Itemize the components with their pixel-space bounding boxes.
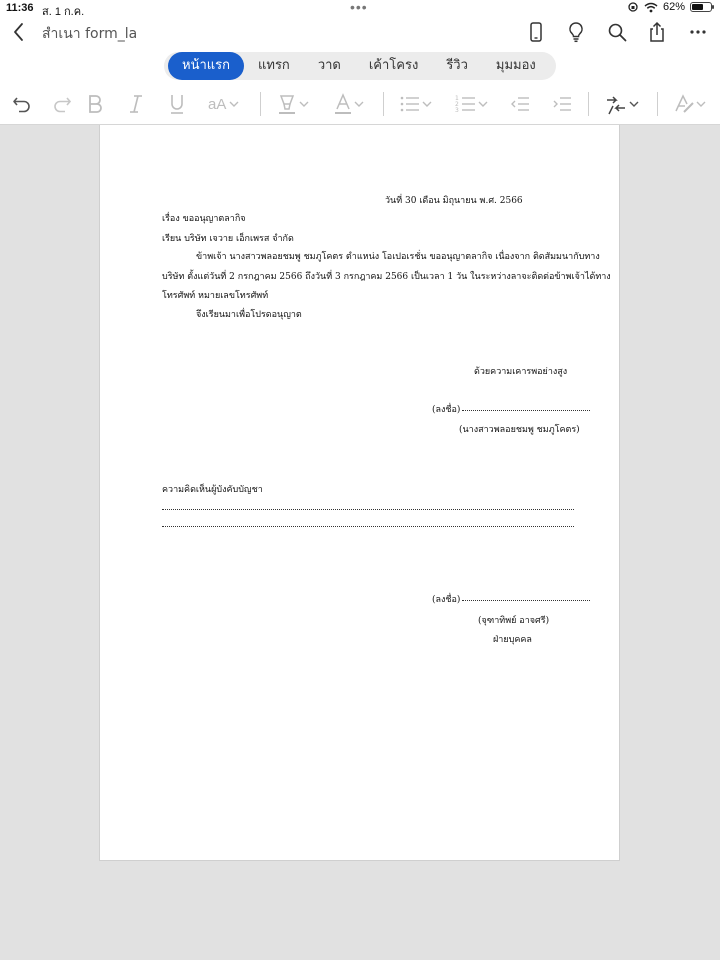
addressee-line: เรียน บริษัท เจวาย เอ็กเพรส จำกัด (162, 234, 294, 244)
bullet-list-button[interactable] (399, 92, 433, 116)
tab-insert[interactable]: แทรก (258, 58, 290, 73)
signer-name-1: (นางสาวพลอยชมพู ชมภูโคตร) (459, 425, 580, 435)
decrease-indent-button[interactable] (510, 92, 530, 116)
paragraph-spacing-icon (604, 92, 628, 116)
opinion-dotted-line (162, 509, 574, 510)
more-options-icon[interactable] (686, 20, 710, 44)
undo-button[interactable] (10, 92, 34, 116)
document-page[interactable] (99, 125, 620, 861)
signature-line-1 (432, 402, 590, 416)
back-chevron-icon[interactable] (10, 20, 28, 44)
underline-icon (168, 92, 186, 116)
supervisor-opinion-label: ความคิดเห็นผู้บังคับบัญชา (162, 485, 263, 495)
share-icon[interactable] (645, 20, 669, 44)
sign-label: (ลงชื่อ) (432, 595, 461, 605)
toolbar-divider (657, 92, 658, 116)
body-line-3: โทรศัพท์ หมายเลขโทรศัพท์ (162, 291, 269, 301)
tab-view[interactable]: มุมมอง (495, 58, 536, 73)
chevron-down-icon (695, 98, 707, 110)
signer-name-2: (จุฑาทิพย์ อาจศรี) (478, 616, 550, 626)
battery-icon (690, 2, 712, 12)
ribbon-tabs (164, 52, 556, 80)
subject-line: เรื่อง ขออนุญาตลากิจ (162, 214, 246, 224)
opinion-dotted-line (162, 526, 574, 527)
italic-icon (127, 92, 145, 116)
highlight-icon (276, 92, 298, 116)
department-label: ฝ่ายบุคคล (493, 635, 532, 645)
toolbar-divider (260, 92, 261, 116)
status-bar (0, 0, 720, 18)
status-time: 11:36 (6, 2, 34, 14)
undo-icon (10, 92, 34, 116)
tab-draw[interactable]: วาด (317, 58, 341, 73)
battery-percent: 62% (662, 1, 685, 13)
redo-icon (50, 92, 74, 116)
toolbar-divider (383, 92, 384, 116)
body-line-2: บริษัท ตั้งแต่วันที่ 2 กรกฎาคม 2566 ถึงวันที่ 3 กรกฎาคม 2566 เป็นเวลา 1 วัน ในระหว่างลาจะติดต่อข้าพเจ้าได้ทาง (162, 272, 611, 282)
chevron-down-icon (477, 98, 489, 110)
tab-layout[interactable]: เค้าโครง (368, 58, 419, 73)
chevron-down-icon (228, 98, 240, 110)
underline-button[interactable] (168, 92, 186, 116)
font-size-button[interactable] (208, 92, 240, 116)
body-line-1: ข้าพเจ้า นางสาวพลอยชมพู ชมภูโคตร ตำแหน่ง โอเปอเรชั่น ขออนุญาตลากิจ เนื่องจาก ติดสัมมนากับทาง (196, 252, 600, 262)
font-color-button[interactable] (333, 92, 365, 116)
highlight-button[interactable] (276, 92, 310, 116)
document-title[interactable]: สำเนา form_la (42, 26, 138, 42)
status-date: ส. 1 ก.ค. (42, 6, 85, 18)
bold-icon (86, 92, 104, 116)
styles-button[interactable] (673, 92, 707, 116)
font-color-icon (333, 92, 353, 116)
svg-text:1: 1 (455, 95, 459, 102)
increase-indent-button[interactable] (552, 92, 572, 116)
signature-dots (462, 600, 590, 601)
respect-closing: ด้วยความเคารพอย่างสูง (474, 367, 568, 377)
phone-layout-icon[interactable] (524, 20, 548, 44)
numbered-list-button[interactable] (455, 92, 489, 116)
svg-text:2: 2 (455, 101, 459, 108)
wifi-icon (644, 2, 658, 13)
tab-home[interactable]: หน้าแรก (168, 52, 244, 80)
bullet-list-icon (399, 92, 421, 116)
redo-button[interactable] (50, 92, 74, 116)
decrease-indent-icon (510, 92, 530, 116)
date-line: วันที่ 30 เดือน มิถุนายน พ.ศ. 2566 (385, 196, 523, 206)
app-header (0, 0, 720, 125)
closing-request: จึงเรียนมาเพื่อโปรดอนุญาต (196, 310, 302, 320)
chevron-down-icon (353, 98, 365, 110)
chevron-down-icon (298, 98, 310, 110)
sign-label: (ลงชื่อ) (432, 405, 461, 415)
paragraph-spacing-button[interactable] (604, 92, 640, 116)
orientation-lock-icon (627, 1, 639, 13)
chevron-down-icon (628, 98, 640, 110)
bold-button[interactable] (86, 92, 104, 116)
lightbulb-icon[interactable] (564, 20, 588, 44)
chevron-down-icon (421, 98, 433, 110)
toolbar-divider (588, 92, 589, 116)
numbered-list-icon (455, 92, 477, 116)
increase-indent-icon (552, 92, 572, 116)
styles-icon (673, 92, 695, 116)
multitasking-dots-icon[interactable]: ••• (350, 0, 368, 15)
italic-button[interactable] (127, 92, 145, 116)
tab-review[interactable]: รีวิว (446, 58, 468, 73)
svg-text:3: 3 (455, 107, 459, 114)
signature-line-2 (432, 592, 590, 606)
search-icon[interactable] (605, 20, 629, 44)
status-right (627, 1, 712, 13)
signature-dots (462, 410, 590, 411)
font-size-label: aA (208, 95, 227, 113)
